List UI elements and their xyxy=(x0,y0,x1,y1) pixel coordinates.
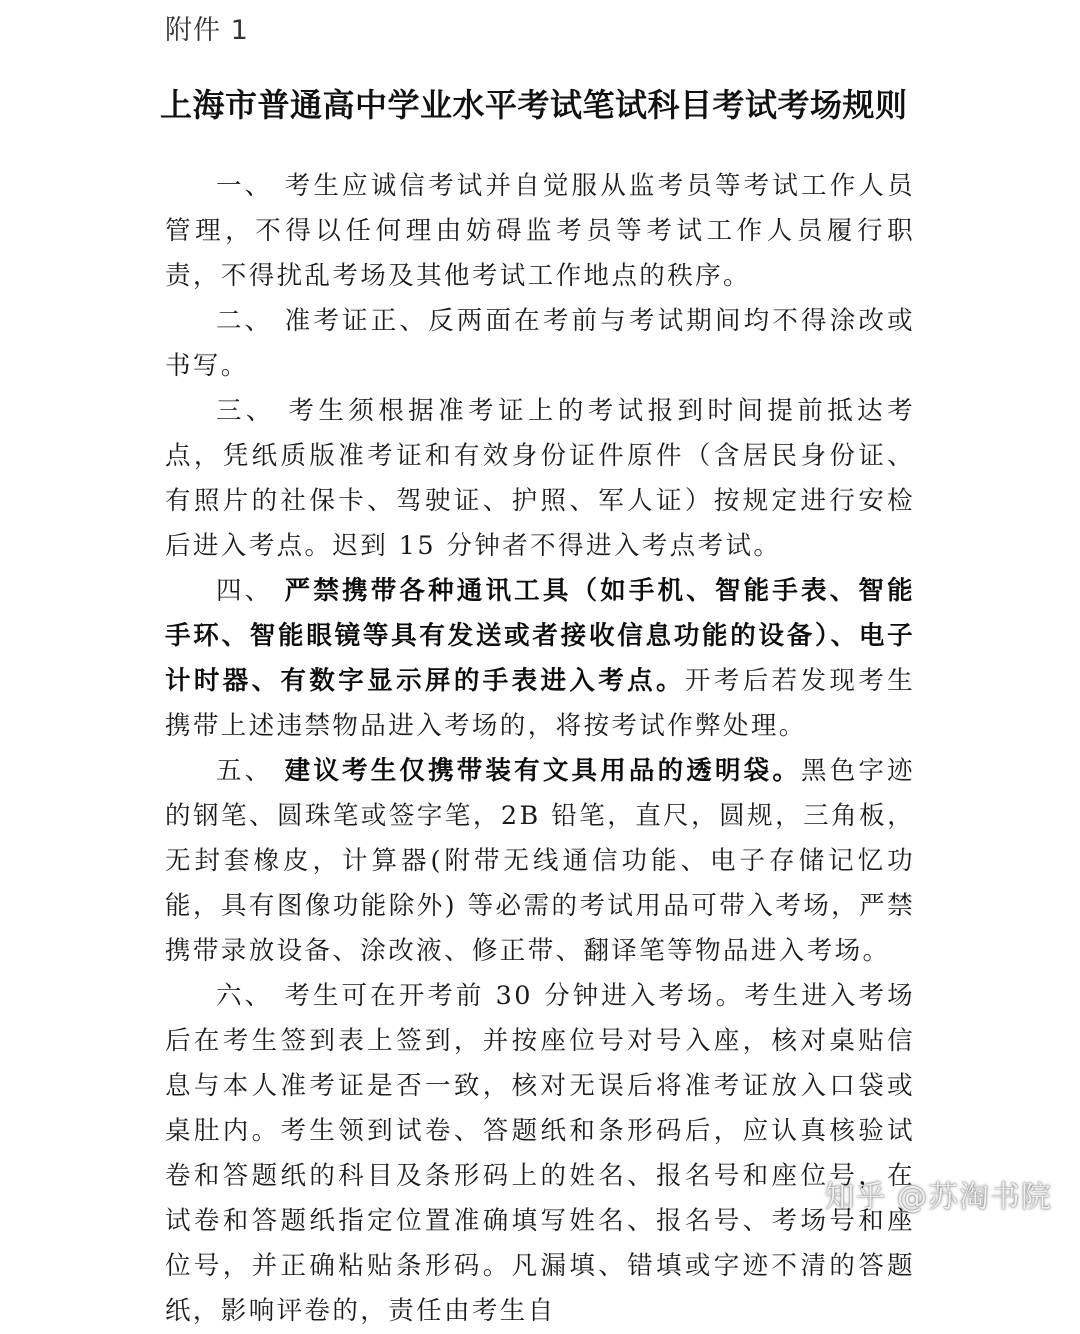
rule-5-bold-text: 建议考生仅携带装有文具用品的透明袋。 xyxy=(284,756,802,786)
rule-paragraph-1 xyxy=(165,164,915,299)
document-title: 上海市普通高中学业水平考试笔试科目考试考场规则 xyxy=(160,86,908,124)
attachment-label: 附件 1 xyxy=(165,15,249,46)
rule-4-lead: 四、 xyxy=(216,576,285,606)
rule-6-text: 六、 考生可在开考前 30 分钟进入考场。考生进入考场后在考生签到表上签到，并按座位号对号入座，核对桌贴信息与本人准考证是否一致，核对无误后将准考证放入口袋或桌肚内。考生领到试卷、答题纸和条形码后，应认真核验试卷和答题纸的科目及条形码上的姓名、报名号和座位号，在试卷和答题纸指定位置准确填写姓名、报名号、考场号和座位号，并正确粘贴条形码。凡漏填、错填或字迹不清的答题纸，影响评卷的，责任由考生自 xyxy=(165,981,915,1326)
rule-4-tail: 开考后若发现考生携带上述违禁物品进入考场的，将按考试作弊处理。 xyxy=(165,666,916,741)
rule-5-lead: 五、 xyxy=(216,756,285,786)
rule-paragraph-2 xyxy=(165,299,915,389)
rule-paragraph-5 xyxy=(165,749,915,974)
rule-paragraph-4 xyxy=(165,569,915,749)
rule-3-text: 三、 考生须根据准考证上的考试报到时间提前抵达考点，凭纸质版准考证和有效身份证件原件（含居民身份证、有照片的社保卡、驾驶证、护照、军人证）按规定进行安检后进入考点。迟到 15 分钟者不得进入考点考试。 xyxy=(165,396,915,561)
rule-paragraph-6 xyxy=(165,974,915,1334)
watermark: 知乎 @苏淘书院 xyxy=(824,1180,1052,1215)
rule-4-bold-text: 严禁携带各种通讯工具（如手机、智能手表、智能手环、智能眼镜等具有发送或者接收信息功能的设备）、电子计时器、有数字显示屏的手表进入考点。 xyxy=(165,576,915,696)
rule-paragraph-3 xyxy=(165,389,915,569)
rule-2-text: 二、 准考证正、反两面在考前与考试期间均不得涂改或书写。 xyxy=(165,306,915,381)
rule-5-tail: 黑色字迹的钢笔、圆珠笔或签字笔，2B 铅笔，直尺，圆规，三角板，无封套橡皮，计算器(附带无线通信功能、电子存储记忆功能，具有图像功能除外) 等必需的考试用品可带入考场，严禁携带录放设备、涂改液、修正带、翻译笔等物品进入考场。 xyxy=(165,756,915,966)
rule-1-text: 一、 考生应诚信考试并自觉服从监考员等考试工作人员管理，不得以任何理由妨碍监考员等考试工作人员履行职责，不得扰乱考场及其他考试工作地点的秩序。 xyxy=(165,171,915,291)
document-body xyxy=(165,164,915,1334)
